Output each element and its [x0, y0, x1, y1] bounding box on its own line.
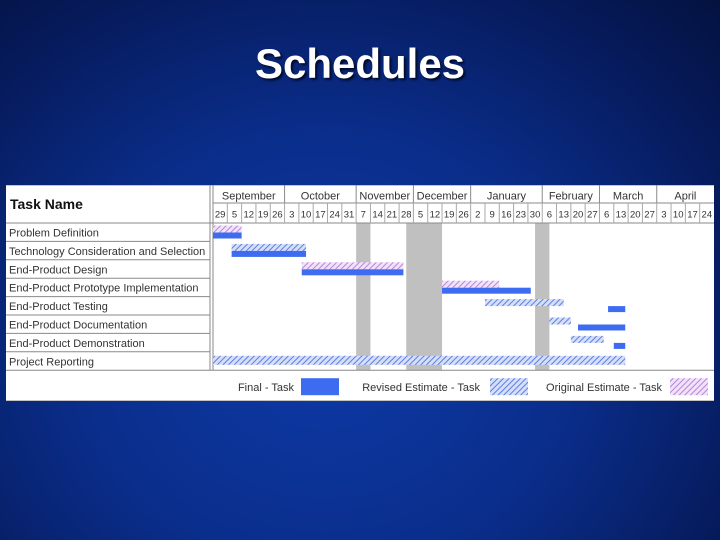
task-bar-revised	[549, 318, 570, 325]
task-bar-final	[608, 306, 625, 312]
gantt-chart	[6, 185, 714, 401]
week-label: 12	[243, 209, 255, 221]
gantt-svg	[6, 185, 714, 401]
task-bar-final	[302, 269, 404, 275]
week-label: 26	[272, 209, 283, 221]
week-label: 24	[701, 209, 713, 221]
legend-swatch-original	[670, 378, 708, 395]
task-name: End-Product Demonstration	[9, 337, 145, 350]
task-name: End-Product Testing	[9, 301, 108, 314]
week-label: 27	[587, 209, 598, 221]
week-label: 24	[329, 209, 340, 221]
month-label: October	[300, 190, 340, 203]
week-label: 21	[386, 209, 398, 221]
week-label: 13	[615, 209, 627, 221]
shaded-period	[535, 223, 549, 370]
month-label: March	[612, 190, 644, 203]
week-label: 30	[529, 209, 541, 221]
shaded-period	[406, 223, 442, 370]
week-label: 29	[214, 209, 226, 221]
month-label: September	[221, 190, 276, 203]
week-label: 2	[475, 209, 481, 221]
week-label: 10	[300, 209, 312, 221]
task-bar-revised	[232, 244, 306, 251]
legend-label: Final - Task	[237, 382, 294, 395]
task-name: End-Product Design	[9, 264, 108, 277]
week-label: 3	[661, 209, 667, 221]
week-label: 14	[372, 209, 383, 221]
legend-label: Original Estimate - Task	[546, 382, 662, 395]
week-label: 5	[231, 209, 238, 221]
week-label: 28	[400, 209, 412, 221]
legend-swatch-revised	[490, 378, 528, 395]
task-bar-final	[578, 325, 625, 331]
task-bar-final	[442, 288, 531, 294]
task-bar-original	[302, 262, 404, 269]
task-bar-final	[213, 233, 242, 239]
week-label: 17	[687, 209, 698, 221]
week-label: 26	[458, 209, 469, 221]
week-label: 10	[672, 209, 684, 221]
task-name: End-Product Documentation	[9, 319, 148, 332]
week-label: 27	[644, 209, 655, 221]
task-name: End-Product Prototype Implementation	[9, 282, 199, 295]
task-name: Technology Consideration and Selection	[9, 245, 206, 258]
week-label: 13	[558, 209, 569, 221]
task-name: Project Reporting	[9, 356, 94, 369]
shaded-period	[356, 223, 370, 370]
task-bar-revised	[571, 336, 604, 343]
task-bar-original	[213, 226, 242, 233]
task-bar-final	[232, 251, 306, 257]
week-label: 9	[489, 209, 495, 221]
week-label: 7	[360, 209, 366, 221]
task-bar-original	[442, 281, 499, 288]
task-bar-revised	[485, 299, 564, 306]
month-label: April	[674, 190, 697, 203]
task-bar-final	[614, 343, 625, 349]
week-label: 31	[343, 209, 355, 221]
task-name-header: Task Name	[10, 196, 83, 212]
month-label: November	[359, 190, 411, 203]
month-label: February	[548, 190, 593, 203]
month-label: January	[486, 190, 527, 203]
week-label: 17	[315, 209, 326, 221]
week-label: 5	[417, 209, 424, 221]
week-label: 20	[572, 209, 584, 221]
week-label: 20	[629, 209, 641, 221]
month-label: December	[416, 190, 468, 203]
legend-label: Revised Estimate - Task	[362, 382, 480, 395]
task-bar-revised	[213, 356, 625, 365]
week-label: 23	[515, 209, 527, 221]
week-label: 6	[603, 209, 610, 221]
week-label: 19	[443, 209, 455, 221]
task-name: Problem Definition	[9, 227, 99, 240]
week-label: 19	[257, 209, 269, 221]
legend-swatch-final	[301, 378, 339, 395]
week-label: 12	[429, 209, 441, 221]
week-label: 16	[501, 209, 512, 221]
week-label: 6	[546, 209, 553, 221]
slide-title: Schedules	[254, 40, 466, 87]
week-label: 3	[289, 209, 295, 221]
